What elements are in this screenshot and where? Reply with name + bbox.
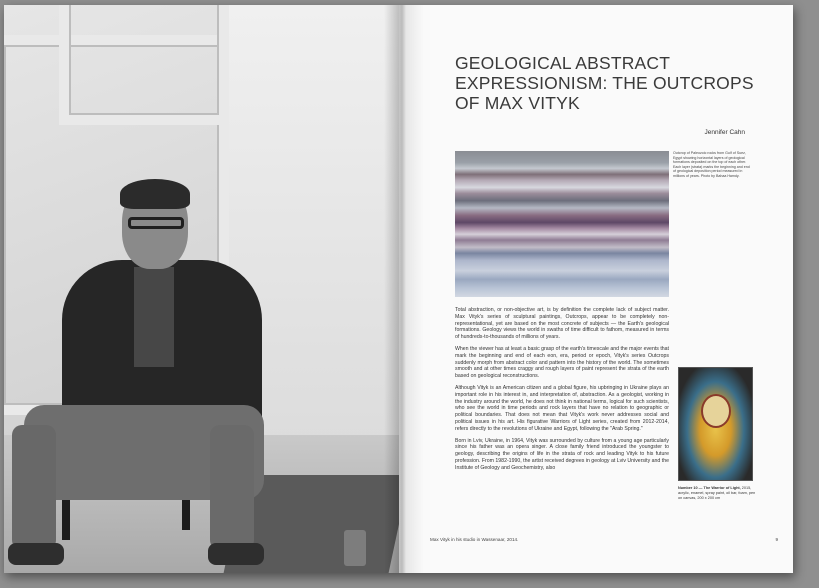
rock-outcrop-photo [455,151,669,297]
article-title: GEOLOGICAL ABSTRACT EXPRESSIONISM: THE OUTCROPS OF MAX VITYK [455,53,754,113]
artist-shirt [134,267,174,367]
painting-caption [678,486,758,500]
warrior-of-light-painting [678,367,753,481]
body-paragraph: Total abstraction, or non-objective art, is by definition the complete lack of subject matter. Max Vityk's series of sculptural paintings, Outcrops, appear to be completely non-representational, yet are based on the most concrete of subjects — the Earth's geological formations. Geology views the world in swaths of time difficult to fathom, measured in terms of hundreds-to-thousands of millions of years. [455,307,669,341]
body-paragraph: Born in Lviv, Ukraine, in 1964, Vityk was surrounded by culture from a young age particularly since his father was an opera singer. A close family friend introduced the youngster to geology, describing the origins of life in the strata of rock and leading Vityk to his future profession. From 1982-1990, the artist received degrees in geology at Lviv University and the Institute of Geology and Geochemistry, also [455,437,669,471]
body-paragraph: Although Vityk is an American citizen and a global figure, his upbringing in Ukraine plays an important role in his interest in, and interpretation of, abstraction. As a geologist, working in the industry around the world, he does not think in national terms, logical for such scientists, who see the world in time periods and rock layers that have no relation to geographic or political boundaries. That does not mean that Vityk's work never addresses social and political issues in his art. His figurative Warriors of Light series, created from 2012-2014, refers directly to the revolutions of Ukraine and Egypt, following the "Arab Spring." [455,384,669,432]
canvas-stretcher-back [59,5,229,125]
artist-hair [120,179,190,209]
artist-shin [210,425,254,550]
article-author: Jennifer Cahn [704,129,745,136]
studio-photo [4,5,399,573]
article-body [455,307,669,477]
article-page [399,5,793,573]
painting-figure [701,394,731,428]
photo-credit: Max Vityk in his studio in Wassenaar, 2014. [430,537,519,542]
page-number: 9 [775,537,778,542]
artist-glasses [128,217,184,229]
magazine-spread [4,5,793,573]
paint-can [344,530,366,566]
artist-shoe [208,543,264,565]
painting-caption-detail: 2015, acrylic, enamel, spray paint, oil bar, foam, pen on canvas, 200 x 200 cm [678,486,756,500]
artist-shoe [8,543,64,565]
artist-shin [12,425,56,550]
rock-photo-caption: Outcrop of Paleozoic rocks from Gulf of Suez, Egypt showing horizontal layers of geological formations deposited on the top of each other. Each layer (strata) marks the beginning and end of geological deposition period measured in millions of years. Photo by Bahaa Hamdy. [673,151,750,178]
painting-caption-title: Number 10 — The Warrior of Light, [678,486,741,490]
body-paragraph: When the viewer has at least a basic grasp of the earth's timescale and the major events that mark the beginning and end of each eon, era, period or epoch, Vityk's series Outcrops suddenly morph from abstract color and pattern into the history of the world. The sometimes smooth and at other times craggy and rough layers of paint represent the strata of the earth based on geological reconstructions. [455,345,669,380]
